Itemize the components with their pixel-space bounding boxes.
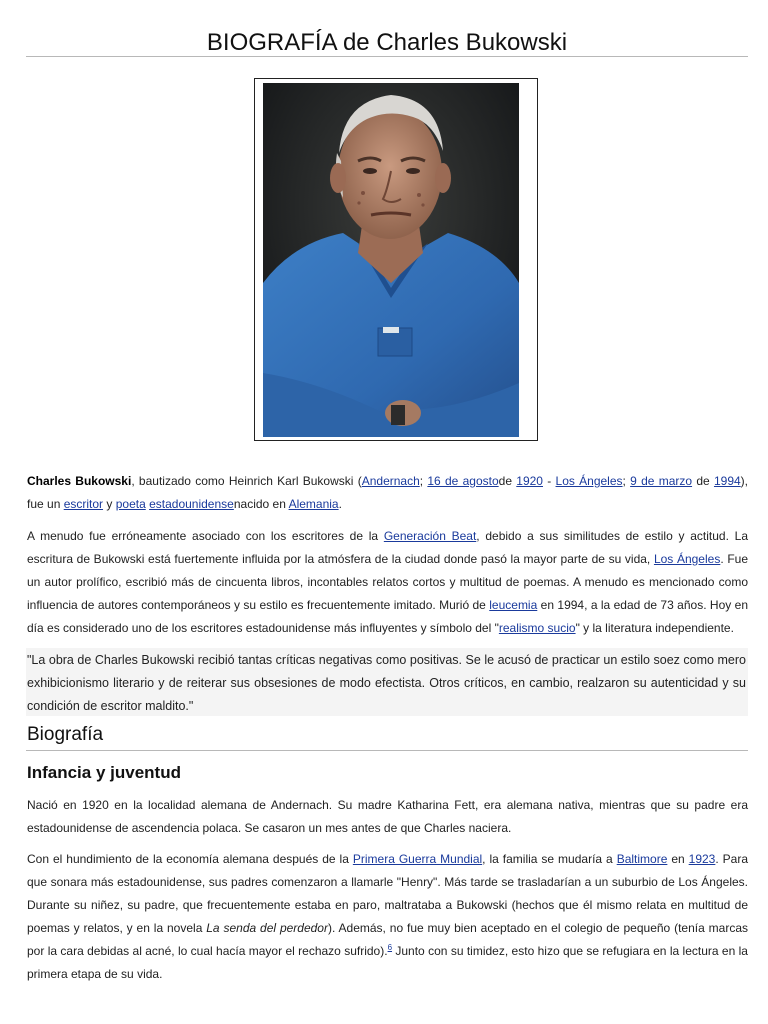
text: - [542, 474, 556, 488]
text: A menudo fue erróneamente asociado con los escritores de la [27, 529, 384, 543]
birth-paragraph: Nació en 1920 en la localidad alemana de Andernach. Su madre Katharina Fett, era alemana nativa, mientras que su padre era estadounidense de ascendencia polaca. Se casaron un mes antes de que Charles naciera. [27, 798, 748, 835]
text: . Para que sonara más estadounidense, sus padres comenzaron a llamarle "Henry". Más tarde se trasladarían a un suburbio de Los Ángeles. Durante su niñez, su padre, que frecuentemente estaba en paro, maltrataba a Bukowski (hechos que él mismo relata en multitud de poemas y relatos, y en la novela [27, 852, 749, 935]
link-los-angeles-2[interactable]: Los Ángeles [653, 552, 721, 566]
text: ; [419, 474, 428, 488]
link-baltimore[interactable]: Baltimore [616, 852, 668, 866]
portrait-photo [263, 83, 519, 437]
link-1920[interactable]: 1920 [516, 474, 543, 488]
link-los-angeles[interactable]: Los Ángeles [555, 474, 623, 488]
text: nacido en [233, 497, 289, 511]
critics-quote: "La obra de Charles Bukowski recibió tantas críticas negativas como positivas. Se le acusó de practicar un estilo soez como mero exhibicionismo literario y de reiterar sus obsesiones de modo efectista. Otros críticos, en cambio, realzaron su autenticidad y su condición de escritor maldito." [27, 653, 746, 713]
reference-link[interactable]: 6 [387, 943, 393, 952]
text: de [692, 474, 714, 488]
subject-name: Charles Bukowski [27, 474, 132, 488]
text: " y la literatura independiente. [575, 621, 734, 635]
text: ), fue un [27, 474, 749, 511]
text: Con el hundimiento de la economía alemana después de la [27, 852, 353, 866]
page-title: BIOGRAFÍA de Charles Bukowski [206, 29, 568, 56]
quote-box [26, 648, 748, 716]
title-divider [26, 56, 748, 57]
text: . Fue un autor prolífico, escribió más de cincuenta libros, incontables relatos cortos y multitud de poemas. A menudo es mencionado como influencia de autores contemporáneos y su estilo es frecuentemente imitado. Murió de [27, 552, 749, 612]
link-death-date[interactable]: 9 de marzo [630, 474, 693, 488]
link-escritor[interactable]: escritor [63, 497, 104, 511]
text: , la familia se mudaría a [482, 852, 617, 866]
childhood-paragraph [27, 848, 748, 986]
section-divider [26, 750, 748, 751]
novel-title: La senda del perdedor [206, 921, 328, 935]
link-1923[interactable]: 1923 [688, 852, 716, 866]
text: en 1994, a la edad de 73 años. Hoy en día es considerado uno de los escritores estadounidense más influyentes y símbolo del " [27, 598, 748, 635]
subsection-heading-infancia: Infancia y juventud [27, 763, 181, 782]
link-poeta[interactable]: poeta [115, 497, 146, 511]
text: . [338, 497, 342, 511]
link-alemania[interactable]: Alemania [288, 497, 339, 511]
text: Junto con su timidez, esto hizo que se refugiara en la lectura en la primera etapa de su vida. [27, 944, 748, 981]
text: ). Además, no fue muy bien aceptado en el colegio de pequeño (tenía marcas por la cara debidas al acné, lo cual hacía mayor el rechazo sufrido). [27, 921, 749, 958]
text: , debido a sus similitudes de estilo y actitud. La escritura de Bukowski está fuertemente influida por la atmósfera de la ciudad donde pasó la mayor parte de su vida, [27, 529, 748, 566]
intro-paragraph [27, 470, 748, 516]
link-estadounidense[interactable]: estadounidense [149, 497, 234, 511]
link-generacion-beat[interactable]: Generación Beat [383, 529, 477, 543]
section-heading-biografia: Biografía [27, 724, 104, 745]
text: en [667, 852, 689, 866]
link-leucemia[interactable]: leucemia [489, 598, 538, 612]
text: ; [622, 474, 631, 488]
photo-frame [254, 78, 538, 441]
career-paragraph [27, 525, 748, 640]
link-1994[interactable]: 1994 [713, 474, 741, 488]
text: de [498, 474, 517, 488]
text: , bautizado como Heinrich Karl Bukowski ( [131, 474, 362, 488]
link-andernach[interactable]: Andernach [361, 474, 420, 488]
text: y [103, 497, 116, 511]
link-realismo-sucio[interactable]: realismo sucio [498, 621, 576, 635]
link-birth-date[interactable]: 16 de agosto [427, 474, 499, 488]
link-primera-guerra-mundial[interactable]: Primera Guerra Mundial [352, 852, 483, 866]
